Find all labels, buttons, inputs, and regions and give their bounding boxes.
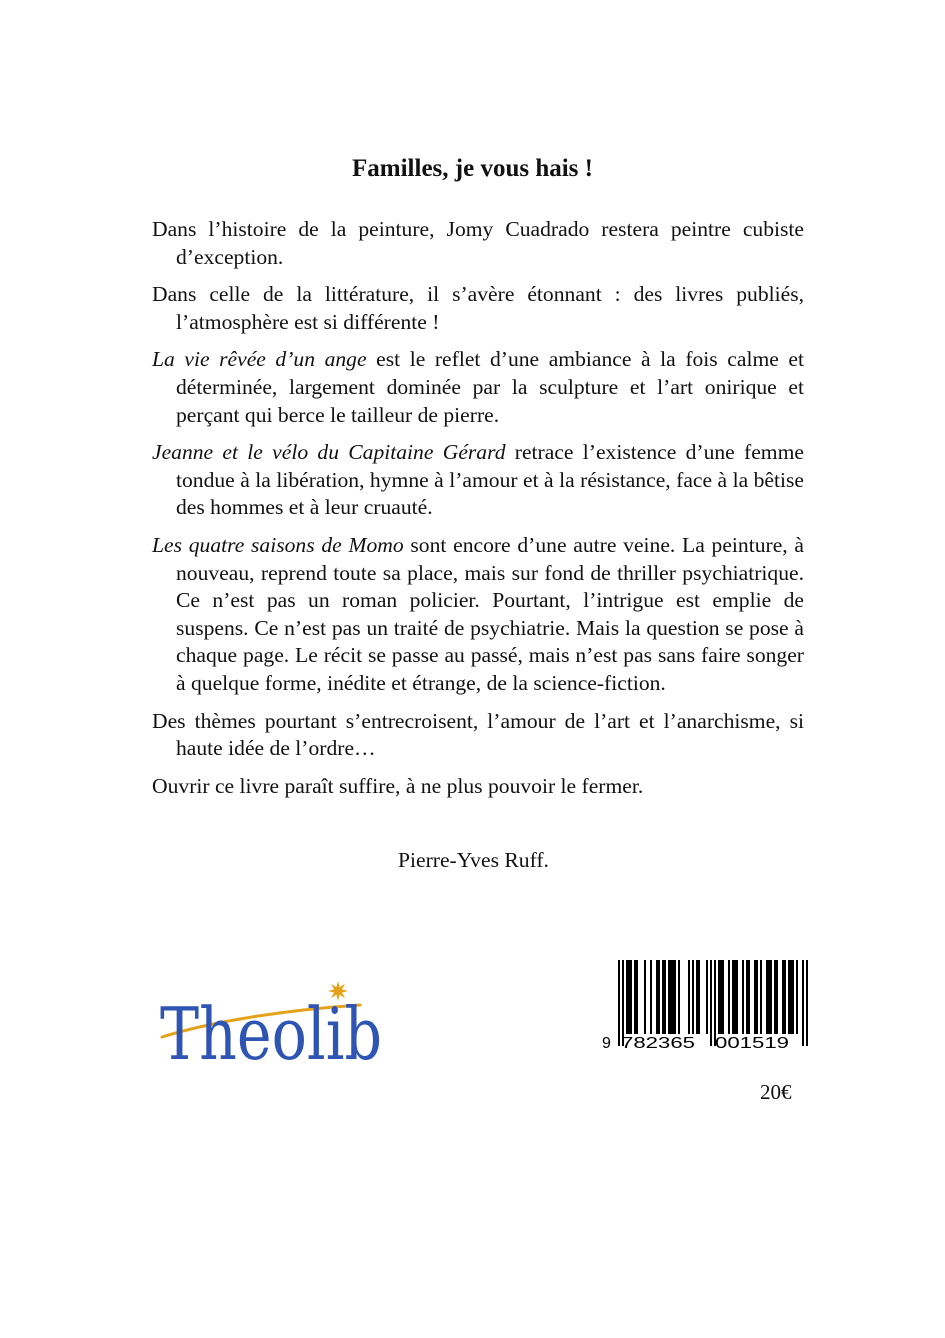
barcode-bar bbox=[706, 960, 708, 1034]
barcode-first-digit: 9 bbox=[602, 1035, 611, 1052]
barcode-bar bbox=[760, 960, 762, 1034]
barcode-bar bbox=[678, 960, 680, 1034]
paragraph-2-text: Dans celle de la littérature, il s’avère étonnant : des livres publiés, l’atmosphère est si différente ! bbox=[152, 282, 804, 334]
barcode-bar bbox=[756, 960, 758, 1034]
barcode-bar bbox=[692, 960, 694, 1034]
barcode-bar bbox=[658, 960, 660, 1034]
barcode-bars bbox=[618, 960, 808, 1046]
barcode-bar bbox=[742, 960, 744, 1034]
barcode-bar bbox=[664, 960, 666, 1034]
barcode-bar bbox=[746, 960, 748, 1034]
barcode-bar bbox=[774, 960, 776, 1034]
paragraph-3 bbox=[152, 346, 804, 429]
barcode-bar bbox=[628, 960, 630, 1034]
barcode-bar bbox=[644, 960, 646, 1034]
barcode-bar bbox=[784, 960, 786, 1034]
barcode-bar bbox=[718, 960, 720, 1034]
publisher-logo bbox=[160, 975, 390, 1075]
paragraph-4-book-title: Jeanne et le vélo du Capitaine Gérard bbox=[152, 440, 506, 465]
barcode-bar bbox=[698, 960, 700, 1034]
barcode-bar bbox=[790, 960, 792, 1034]
paragraph-4-text: retrace l’existence d’une femme tondue à la libération, hymne à l’amour et à la résistance, face à la bêtise des hommes et à leur cruauté. bbox=[176, 440, 804, 520]
barcode-bar bbox=[662, 960, 664, 1034]
price-label: 20€ bbox=[760, 1080, 792, 1104]
barcode-bar bbox=[802, 960, 804, 1046]
barcode-bar bbox=[636, 960, 638, 1034]
publisher-name: Theolib bbox=[160, 992, 382, 1076]
barcode-right-digits: 001519 bbox=[715, 1035, 790, 1052]
barcode-bar bbox=[656, 960, 658, 1034]
paragraph-5 bbox=[152, 532, 804, 698]
barcode-bar bbox=[722, 960, 724, 1034]
barcode-bar bbox=[796, 960, 798, 1034]
author-signature: Pierre-Yves Ruff. bbox=[398, 848, 549, 872]
barcode-bar bbox=[670, 960, 672, 1034]
barcode-bar bbox=[748, 960, 750, 1034]
barcode-bar bbox=[630, 960, 632, 1034]
barcode-bar bbox=[714, 960, 716, 1046]
barcode-left-digits: 782365 bbox=[621, 1035, 696, 1052]
paragraph-1 bbox=[152, 216, 804, 271]
paragraph-7 bbox=[152, 773, 804, 801]
paragraph-5-book-title: Les quatre saisons de Momo bbox=[152, 532, 404, 557]
barcode-bar bbox=[754, 960, 756, 1034]
barcode-bar bbox=[696, 960, 698, 1034]
paragraph-2 bbox=[152, 281, 804, 336]
barcode-bar bbox=[806, 960, 808, 1046]
barcode-bar bbox=[674, 960, 676, 1034]
paragraph-7-text: Ouvrir ce livre paraît suffire, à ne plus pouvoir le fermer. bbox=[152, 773, 644, 798]
paragraph-4 bbox=[152, 439, 804, 522]
paragraph-6 bbox=[152, 708, 804, 763]
barcode-bar bbox=[782, 960, 784, 1034]
paragraph-3-text: est le reflet d’une ambiance à la fois calme et déterminée, largement dominée par la sculpture et l’art onirique et perçant qui berce le tailleur de pierre. bbox=[176, 347, 804, 427]
barcode-bar bbox=[720, 960, 722, 1034]
book-title: Familles, je vous hais ! bbox=[352, 155, 593, 182]
barcode-bar bbox=[734, 960, 736, 1034]
barcode-bar bbox=[776, 960, 778, 1034]
barcode-bar bbox=[688, 960, 690, 1034]
barcode-bar bbox=[736, 960, 738, 1034]
barcode-bar bbox=[668, 960, 670, 1034]
paragraph-6-text: Des thèmes pourtant s’entrecroisent, l’amour de l’art et l’anarchisme, si haute idée de l’ordre… bbox=[152, 708, 804, 761]
barcode-bar bbox=[768, 960, 770, 1034]
back-cover-blurb bbox=[152, 216, 804, 800]
paragraph-3-book-title: La vie rêvée d’un ange bbox=[152, 347, 367, 372]
barcode-bar bbox=[626, 960, 628, 1034]
barcode-bar bbox=[792, 960, 794, 1034]
barcode-bar bbox=[732, 960, 734, 1034]
barcode-bar bbox=[788, 960, 790, 1034]
paragraph-1-text: Dans l’histoire de la peinture, Jomy Cuadrado restera peintre cubiste d’exception. bbox=[152, 217, 804, 269]
barcode-bar bbox=[710, 960, 712, 1046]
barcode-bar bbox=[618, 960, 620, 1046]
barcode-bar bbox=[672, 960, 674, 1034]
barcode-bar bbox=[622, 960, 624, 1046]
barcode-bar bbox=[766, 960, 768, 1034]
paragraph-5-text: sont encore d’une autre veine. La peinture, à nouveau, reprend toute sa place, mais sur fond de thriller psychiatrique. Ce n’est pas un roman policier. Pourtant, l’intrigue est emplie de suspens. Ce n’est pas un traité de psychiatrie. Mais la question se pose à chaque page. Le récit se passe au passé, mais n’est pas sans faire songer à quelque forme, inédite et étrange, de la science-fiction. bbox=[176, 532, 805, 695]
barcode-bar bbox=[634, 960, 636, 1034]
barcode-bar bbox=[728, 960, 730, 1034]
barcode-bar bbox=[650, 960, 652, 1034]
isbn-barcode bbox=[600, 958, 806, 1054]
barcode-bar bbox=[770, 960, 772, 1034]
